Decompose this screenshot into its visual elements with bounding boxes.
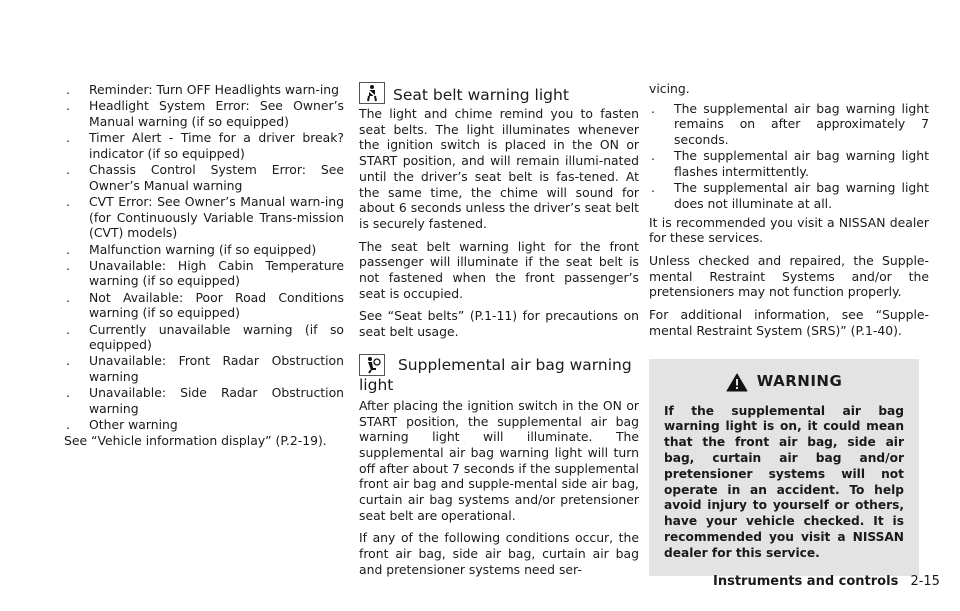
warning-list-item-text: Unavailable: Front Radar Obstruction warning xyxy=(89,353,344,385)
condition-list-item xyxy=(649,101,929,148)
seatbelt-paragraph-2: The seat belt warning light for the front passenger will illuminate if the seat belt is not fastened when the front passenger’s seat is occupied. xyxy=(359,238,639,301)
additional-info-paragraph: For additional information, see “Supple-mental Restraint System (SRS)” (P.1-40). xyxy=(649,307,929,338)
warning-list-item-text: Currently unavailable warning (if so equipped) xyxy=(89,321,344,353)
warning-list-item xyxy=(64,322,344,353)
page-footer xyxy=(713,574,940,589)
page-number: 2-15 xyxy=(910,574,940,589)
condition-list-item-text: The supplemental air bag warning light does not illuminate at all. xyxy=(674,180,929,211)
warning-list-item-text: Chassis Control System Error: See Owner’s Manual warning xyxy=(89,162,344,193)
warning-triangle-icon xyxy=(726,373,748,392)
warning-box xyxy=(649,359,919,576)
airbag-icon xyxy=(359,354,385,376)
left-column xyxy=(64,82,344,456)
warning-list-item-text: Unavailable: High Cabin Temperature warning (if so equipped) xyxy=(89,257,344,289)
warning-list-item-text: Malfunction warning (if so equipped) xyxy=(89,241,317,257)
condition-list-item xyxy=(649,180,929,211)
warning-list-item xyxy=(64,194,344,241)
warning-list-item-text: Reminder: Turn OFF Headlights warn-ing xyxy=(89,82,340,97)
chapter-title: Instruments and controls xyxy=(713,574,899,589)
warning-list-item-text: Timer Alert - Time for a driver break? indicator (if so equipped) xyxy=(89,130,344,161)
warning-list-item-text: Other warning xyxy=(89,417,178,433)
warning-list-item xyxy=(64,98,344,129)
bullet-marker: . xyxy=(66,417,70,433)
warning-list-item-text: Headlight System Error: See Owner’s Manual warning (if so equipped) xyxy=(89,98,344,129)
warning-list-item xyxy=(64,417,344,433)
condition-list-item-text: The supplemental air bag warning light flashes intermittently. xyxy=(674,148,929,180)
airbag-paragraph-1: After placing the ignition switch in the ON or START position, the supplemental air bag warning light will illuminate. The supplemental air bag warning light will turn off after about 7 seconds if the supplemental front air bag and supple-mental side air bag, curtain air bag systems and/or pretensioner seat belt are operational. xyxy=(359,397,639,523)
warning-list-item xyxy=(64,258,344,289)
seatbelt-paragraph-3: See “Seat belts” (P.1-11) for precautions on seat belt usage. xyxy=(359,308,639,340)
airbag-conditions-list xyxy=(649,101,929,212)
seatbelt-paragraph-1: The light and chime remind you to fasten seat belts. The light illuminates whenever the ignition switch is placed in the ON or START position, and will remain illumi-nated until the driver’s seat belt is fas-tened. At the same time, the chime will sound for about 6 seconds unless the driver’s seat belt is securely fastened. xyxy=(359,106,639,231)
bullet-marker: . xyxy=(66,82,70,97)
bullet-marker: . xyxy=(66,289,70,305)
unless-paragraph: Unless checked and repaired, the Supple-mental Restraint Systems and/or the pretensioners may not function properly. xyxy=(649,253,929,300)
dealer-paragraph: It is recommended you visit a NISSAN dealer for these services. xyxy=(649,214,929,246)
seatbelt-icon xyxy=(359,82,385,104)
see-also-text: See “Vehicle information display” (P.2-19). xyxy=(64,433,327,449)
warning-list-item xyxy=(64,353,344,384)
warning-list-item xyxy=(64,130,344,161)
bullet-marker: . xyxy=(66,130,70,146)
bullet-marker: . xyxy=(66,98,70,114)
bullet-marker: . xyxy=(66,257,70,273)
warning-list-item xyxy=(64,290,344,321)
warning-list-item xyxy=(64,385,344,416)
airbag-paragraph-2: If any of the following conditions occur, the front air bag, side air bag, curtain air bag and pretensioner systems need ser- xyxy=(359,530,639,577)
warning-title-text: WARNING xyxy=(756,372,843,391)
warning-list-item-text: Not Available: Poor Road Conditions warning (if so equipped) xyxy=(89,289,344,321)
bullet-marker: . xyxy=(66,353,70,369)
bullet-marker: . xyxy=(651,180,655,196)
bullet-marker: . xyxy=(66,321,70,337)
continued-text: vicing. xyxy=(649,81,690,96)
warning-list-item xyxy=(64,242,344,258)
right-column xyxy=(649,81,929,576)
warning-list-item xyxy=(64,82,344,98)
bullet-marker: . xyxy=(66,193,70,209)
bullet-marker: . xyxy=(66,385,70,401)
condition-list-item xyxy=(649,148,929,179)
airbag-heading xyxy=(359,354,639,395)
warning-message-list xyxy=(64,82,344,433)
warning-title xyxy=(664,373,904,392)
middle-column xyxy=(359,82,639,585)
seatbelt-heading-text: Seat belt warning light xyxy=(393,86,569,104)
bullet-marker: . xyxy=(66,162,70,178)
bullet-marker: . xyxy=(66,241,70,257)
airbag-heading-text: Supplemental air bag warning light xyxy=(359,355,632,394)
warning-list-item-text: Unavailable: Side Radar Obstruction warning xyxy=(89,385,344,417)
seatbelt-heading xyxy=(359,82,639,104)
bullet-marker: . xyxy=(651,100,655,116)
condition-list-item-text: The supplemental air bag warning light remains on after approximately 7 seconds. xyxy=(674,100,929,148)
warning-text: If the supplemental air bag warning light is on, it could mean that the front air bag, side air bag, curtain air bag and/or pretensioner systems will not operate in an accident. To help avoid injury to yourself or others, have your vehicle checked. It is recommended you visit a NISSAN dealer for this service. xyxy=(664,403,904,560)
warning-list-item-text: CVT Error: See Owner’s Manual warn-ing (for Continuously Variable Trans-mission (CVT) models) xyxy=(89,193,344,241)
warning-list-item xyxy=(64,162,344,193)
bullet-marker: . xyxy=(651,148,655,164)
